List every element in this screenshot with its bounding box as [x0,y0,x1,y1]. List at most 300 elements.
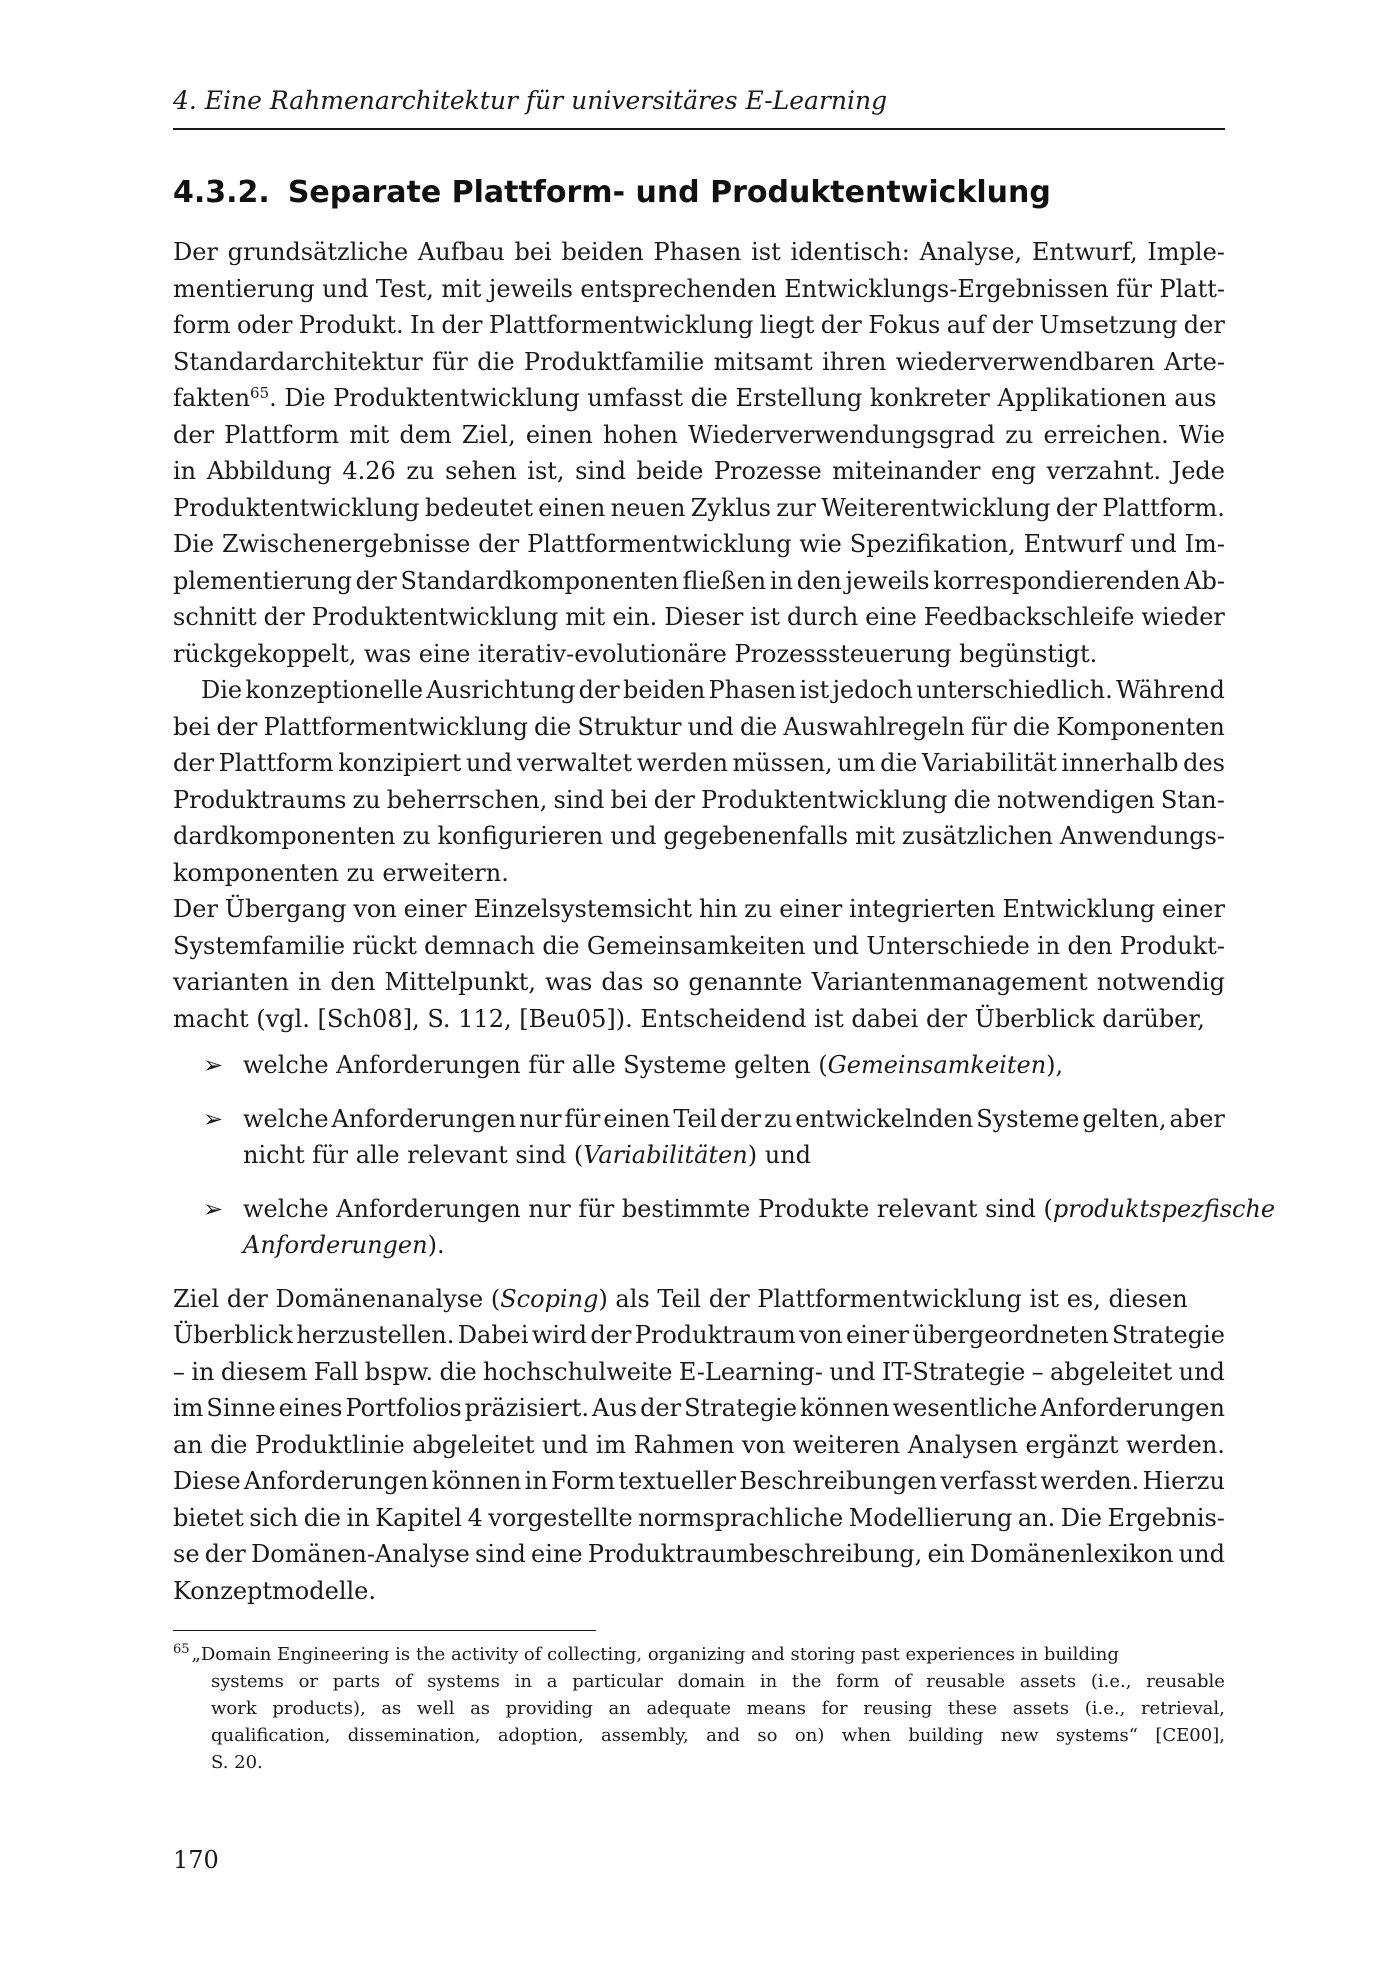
word: nur [519,1104,562,1133]
text-line [173,709,1225,746]
word: wie [799,530,842,558]
word: 4.26 [342,457,396,485]
word: entsprechenden [580,274,777,303]
word: von [353,895,397,923]
word: Strategie [1112,1321,1225,1349]
word: von [741,1430,786,1459]
word: und [610,822,657,850]
word: Sinne [206,1394,276,1422]
word: abgeleitet [1050,1357,1173,1386]
word: einen [525,420,593,449]
word: Form [551,1467,616,1495]
word: übergeordneten [912,1321,1109,1349]
word: der [478,530,520,558]
line-text [243,1227,445,1264]
footnote-line [173,1749,1225,1776]
word: means [746,1698,806,1719]
text-line [173,964,1225,1001]
word: Entwicklung [1002,895,1156,923]
word: für [1116,274,1152,303]
word: Domänenlexikon [970,1540,1174,1568]
word: werden. [1126,1430,1225,1459]
emphasis-text: produktspezfische [1052,1194,1276,1223]
text-line [173,1427,1225,1464]
word: or [298,1671,319,1692]
word: Im- [1184,530,1225,558]
word: Die [173,530,215,558]
word: plementierung [173,566,352,595]
text-line [173,490,1225,527]
section-number: 4.3.2. [173,175,270,210]
word: and [706,1725,740,1746]
text-line [173,745,1225,782]
word: können [800,1394,890,1422]
word: wesentliche [892,1394,1038,1422]
word: a [546,1671,558,1692]
text-line [173,380,1225,417]
text-line [173,1573,1225,1610]
paragraph-3 [173,891,1225,1037]
footnote-line [173,1695,1225,1722]
arrow-bullet-icon: ➢ [203,1051,224,1079]
word: 4 [467,1503,483,1532]
word: den [1067,931,1113,960]
word: in [1037,931,1061,960]
word: qualification, [211,1725,331,1746]
text-line [173,1354,1225,1391]
text-line [173,234,1225,271]
word: wieder [1141,603,1225,631]
word: jeweils [845,566,930,595]
header-rule [173,128,1225,130]
word: Phasen [708,676,797,704]
word: Während [1116,676,1225,704]
word: des [1183,749,1225,777]
word: der [720,1104,762,1133]
word: rückt [352,931,417,960]
word: unterschiedlich. [916,676,1113,704]
word: varianten [173,968,290,996]
word: konzeptionelle [245,676,424,704]
word: die [1012,712,1051,741]
word: IT-Strategie [881,1357,1026,1386]
word: was [545,968,593,996]
word: as [381,1698,402,1719]
word: oder [236,311,293,339]
word: dem [399,420,452,449]
paragraph-2 [173,672,1225,891]
word: Diese [173,1467,241,1495]
running-header: 4. Eine Rahmenarchitektur für universitäres E-Learning [173,86,888,115]
bullet-text: welche Anforderungen für alle Systeme gelten ( [243,1051,828,1079]
word: Aufbau [417,238,505,266]
word: verzahnt. [1046,457,1162,485]
line-text: Konzeptmodelle. [173,1576,377,1605]
word: Jede [1171,457,1225,485]
word: die [739,712,778,741]
word: hochschulweite [483,1357,673,1386]
word: liegt [759,311,815,339]
line-text-rest: . Die Produktentwicklung umfasst die Erstellung konkreter Applikationen aus [269,384,1217,412]
word: die [880,749,918,777]
text-line [243,1137,1225,1174]
word: Spezifikation, [849,530,1016,558]
text-line [243,1191,1276,1228]
word: Entwurf, [1031,238,1138,266]
word: gegebenenfalls [663,822,849,850]
word: on) [794,1725,825,1746]
word: hin [698,895,738,923]
word: und [1178,1357,1225,1386]
footnote-reference[interactable]: 65 [250,384,270,402]
word: die [210,1430,248,1459]
word: Strategie [684,1394,798,1422]
text-line [243,1101,1225,1138]
word: Produktfamilie [523,347,705,376]
word: dardkomponenten [173,822,396,850]
word: der [590,1321,632,1349]
word: Produktlinie [254,1430,405,1459]
word: eng [991,457,1037,485]
word: work [211,1698,257,1719]
word: schnitt [173,603,257,631]
word: in [769,566,793,595]
text-line [173,1317,1225,1354]
word: zu [402,822,431,850]
word: welche [243,1104,329,1133]
word: miteinander [832,457,981,485]
word: und [465,749,513,777]
paragraph-4 [173,1281,1225,1610]
word: die [439,1357,477,1386]
word: für [432,347,468,376]
text-line [173,782,1225,819]
word: Systeme [976,1104,1080,1133]
word: – [1031,1357,1044,1386]
word: von [799,1321,843,1349]
word: verwaltet [516,749,633,777]
word: bei [514,238,552,266]
word: so [652,968,680,996]
word: Domänen-Analyse [250,1540,470,1568]
word: müssen, [732,749,833,777]
line-text [173,380,1216,417]
text-line [173,855,1225,892]
word: for [821,1698,848,1719]
word: zu [744,895,773,923]
word: ein [927,1540,965,1568]
footnote [173,1641,1225,1776]
word: building [908,1725,984,1746]
word: die [303,1503,341,1532]
word: Phasen [653,238,742,266]
word: form [173,311,231,339]
word: the [791,1671,822,1692]
word: können [431,1467,522,1495]
word: Wie [1178,420,1225,449]
word: well [416,1698,455,1719]
word: in [298,968,322,996]
word-fakten: fakten [173,384,251,412]
footnote-marker: 65 [173,1642,190,1657]
line-text [173,1281,1188,1318]
word: ergänzt [1025,1430,1119,1459]
word: notwendig [1096,968,1225,996]
word: der [578,676,620,704]
word: ist [751,238,781,266]
word: wird [531,1321,587,1349]
word: systems [211,1671,284,1692]
word: Prozesse [713,457,822,485]
word: einen [538,493,606,522]
word: mit [855,822,896,850]
word: konzipiert [338,749,462,777]
word: Fokus [868,311,941,339]
word: an [608,1698,631,1719]
bullet-text: ) und [747,1141,812,1169]
word: se [173,1540,200,1568]
word: Ziel, [461,420,516,449]
word: in [173,457,197,485]
word: jedoch [832,676,913,704]
word: zu [352,785,381,814]
word: mit [349,420,390,449]
word: erreichen. [1043,420,1169,449]
text-line [173,672,1225,709]
bullet-text: nicht für alle relevant sind ( [243,1141,584,1169]
word: Kapitel [375,1503,462,1532]
word: as [470,1698,491,1719]
text-line [173,818,1225,855]
word: Anforderungen [243,1467,429,1495]
word: Plattform [218,749,334,777]
word: die [534,712,572,741]
word: (i.e., [1084,1698,1126,1719]
section-heading [173,175,1225,210]
word: hohen [602,420,678,449]
word: einen [603,1104,671,1133]
footnote-line [173,1668,1225,1695]
list-item [173,1047,1225,1084]
word: gelten, [1082,1104,1167,1133]
word: und [812,931,859,960]
footnote-rule [173,1630,596,1631]
word: Die [1060,1503,1102,1532]
word: reusable [1146,1671,1225,1692]
word: Fall [313,1357,359,1386]
word: providing [505,1698,593,1719]
word: zu [764,1104,793,1133]
line-text [243,1191,1275,1228]
word: Anwendungs- [1059,822,1225,850]
word: Produktentwicklung [700,785,948,814]
line-text: macht (vgl. [Sch08], S. 112, [Beu05]). Entscheidend ist dabei der Überblick darüber, [173,1004,1205,1033]
word: Zyklus [690,493,771,522]
word: sind [575,457,626,485]
word: Plattform [224,420,340,449]
word: assembly, [601,1725,689,1746]
list-item [173,1101,1225,1174]
word: E-Learning- [678,1357,823,1386]
word: für [970,712,1007,741]
word: Übergang [224,895,347,923]
word: Komponenten [1056,712,1225,741]
word: einer [845,1321,909,1349]
word: dissemination, [347,1725,481,1746]
emphasis-text: Anforderungen [243,1231,428,1259]
word: diesem [220,1357,308,1386]
word: sehen [445,457,517,485]
word: Variabilität [921,749,1057,777]
word: Portfolios [345,1394,462,1422]
word: im [173,1394,204,1422]
word: ihren [822,347,887,376]
word: Imple- [1147,238,1225,266]
word: notwendigen [996,785,1155,814]
word: Zwischenergebnisse [221,530,471,558]
word: in [514,1671,533,1692]
line-text: rückgekoppelt, was eine iterativ-evolutionäre Prozesssteuerung begünstigt. [173,639,1098,668]
word: einer [1161,895,1225,923]
word: ein. [612,603,658,631]
word: Unterschiede [866,931,1030,960]
text-line [243,1047,1225,1084]
word: reusable [926,1671,1006,1692]
word: Auswahlregeln [783,712,965,741]
word: Produktraumbeschreibung, [587,1540,923,1568]
word: ist [799,676,830,704]
emphasis-text: Variabilitäten [583,1141,748,1169]
word: domain [677,1671,746,1692]
word: Test, [375,274,434,303]
word: Produktentwicklung [173,493,420,522]
word: jeweils [488,274,573,303]
word: der [204,1540,246,1568]
text-line [173,1001,1225,1038]
word: in [759,1671,778,1692]
word: der [1183,311,1225,339]
word: an [173,1430,203,1459]
word: Ab- [1184,566,1225,595]
word: aber [1169,1104,1225,1133]
word: Weiterentwicklung [821,493,1051,522]
word: zu [1005,420,1034,449]
word: auf [946,311,986,339]
word: die [477,347,515,376]
line-text [243,1137,811,1174]
word: werden. [1040,1467,1140,1495]
footnote-line [173,1641,1225,1668]
word: assets [1012,1698,1070,1719]
word: der [640,1394,682,1422]
word: Anforderungen [1040,1394,1225,1422]
word: sind [553,785,605,814]
word: beherrschen, [386,785,548,814]
word: (i.e., [1090,1671,1132,1692]
text-line [173,526,1225,563]
word: Ausrichtung [426,676,576,704]
word: adequate [646,1698,732,1719]
word: verfasst [940,1467,1038,1495]
word: mit [441,274,482,303]
word: und [829,1357,876,1386]
text-line [173,599,1225,636]
word: Produktentwicklung [311,603,559,631]
body-text [173,234,1276,1609]
word: integrierten [849,895,996,923]
word: fließen [682,566,767,595]
word: bei [610,785,648,814]
word: der [216,712,258,741]
word: innerhalb [1061,749,1179,777]
word: parts [332,1671,381,1692]
word: und [541,1430,589,1459]
word: bedeutet [424,493,533,522]
text-line [173,307,1225,344]
word: Produktraums [173,785,347,814]
word: für [564,1104,601,1133]
word: Platt- [1159,274,1225,303]
word: Produkt. [298,311,404,339]
word: korrespondierenden [933,566,1181,595]
word: Produktraum [634,1321,796,1349]
word: Dieser [664,603,744,631]
word: eines [278,1394,343,1422]
word: textueller [618,1467,737,1495]
word: Umsetzung [1039,311,1178,339]
word: um [837,749,876,777]
word: im [595,1430,627,1459]
word: die [542,931,580,960]
word: adoption, [497,1725,584,1746]
text-line [173,344,1225,381]
text-line [173,1281,1225,1318]
word: Entwurf [1023,530,1123,558]
word: der [653,785,695,814]
word: Rahmen [633,1430,735,1459]
word: so [757,1725,778,1746]
text-line [173,453,1225,490]
word: neuen [610,493,686,522]
word: zur [776,493,816,522]
word: zu [406,457,435,485]
word: der [991,311,1033,339]
word: Mittelpunkt, [384,968,537,996]
word: entwickelnden [795,1104,974,1133]
line-text: komponenten zu erweitern. [173,858,509,887]
word: Überblick [173,1321,293,1349]
emphasis-text: Gemeinsamkeiten [827,1051,1047,1079]
word: sich [249,1503,299,1532]
word: Wiederverwendungsgrad [688,420,996,449]
word: In [410,311,435,339]
word: durch [787,603,859,631]
word: vorgestellte [488,1503,633,1532]
bullet-text: ), [1046,1051,1064,1079]
word: einer [779,895,843,923]
word: Abbildung [206,457,332,485]
word: Die [201,676,243,704]
word: der [173,749,215,777]
word: – [173,1357,185,1386]
word: bspw. [364,1357,434,1386]
word: der [1055,493,1097,522]
bullet-list [173,1047,1276,1264]
word: ist [750,603,781,631]
text-line [173,1463,1225,1500]
text-line [173,928,1225,965]
text-line [173,1500,1225,1537]
